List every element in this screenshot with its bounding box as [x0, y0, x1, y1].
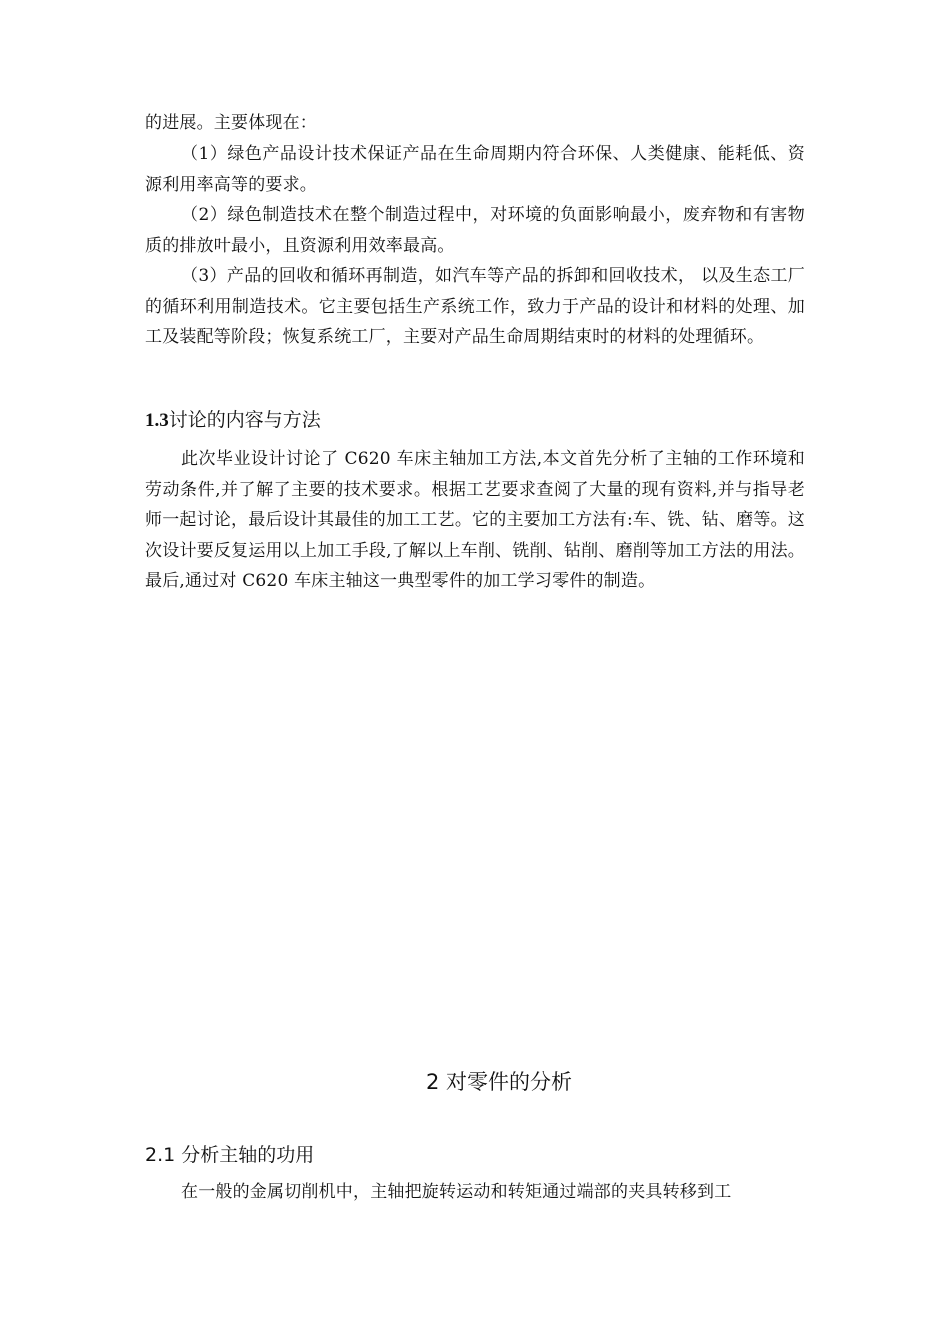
section-title: 讨论的内容与方法 — [168, 409, 321, 431]
chapter-title: 2 对零件的分析 — [425, 1070, 573, 1094]
section-heading-2-1: 2.1 分析主轴的功用 — [145, 1144, 315, 1166]
section-number: 1.3 — [145, 410, 169, 431]
paragraph-item-2: （2）绿色制造技术在整个制造过程中，对环境的负面影响最小，废弃物和有害物质的排放叶最小，且资源利用效率最高。 — [145, 205, 805, 256]
paragraph-item-3: （3）产品的回收和循环再制造，如汽车等产品的拆卸和回收技术， 以及生态工厂的循环利用制造技术。它主要包括生产系统工作，致力于产品的设计和材料的处理、加工及装配等阶段；恢复系统工厂，主要对产品生命周期结束时的材料的处理循环。 — [145, 266, 805, 347]
section-heading-1-3 — [145, 405, 321, 432]
paragraph-item-1: （1）绿色产品设计技术保证产品在生命周期内符合环保、人类健康、能耗低、资源利用率高等的要求。 — [145, 144, 805, 195]
paragraph-section-2-1: 在一般的金属切削机中，主轴把旋转运动和转矩通过端部的夹具转移到工 — [181, 1182, 732, 1202]
paragraph-intro: 的进展。主要体现在： — [145, 113, 317, 133]
paragraph-section-1-3: 此次毕业设计讨论了 C620 车床主轴加工方法,本文首先分析了主轴的工作环境和劳动条件,并了解了主要的技术要求。根据工艺要求查阅了大量的现有资料,并与指导老师一起讨论，最后设计其最佳的加工工艺。它的主要加工方法有:车、铣、钻、磨等。这次设计要反复运用以上加工手段,了解以上车削、铣削、钻削、磨削等加工方法的用法。最后,通过对 C620 车床主轴这一典型零件的加工学习零件的制造。 — [145, 449, 805, 591]
